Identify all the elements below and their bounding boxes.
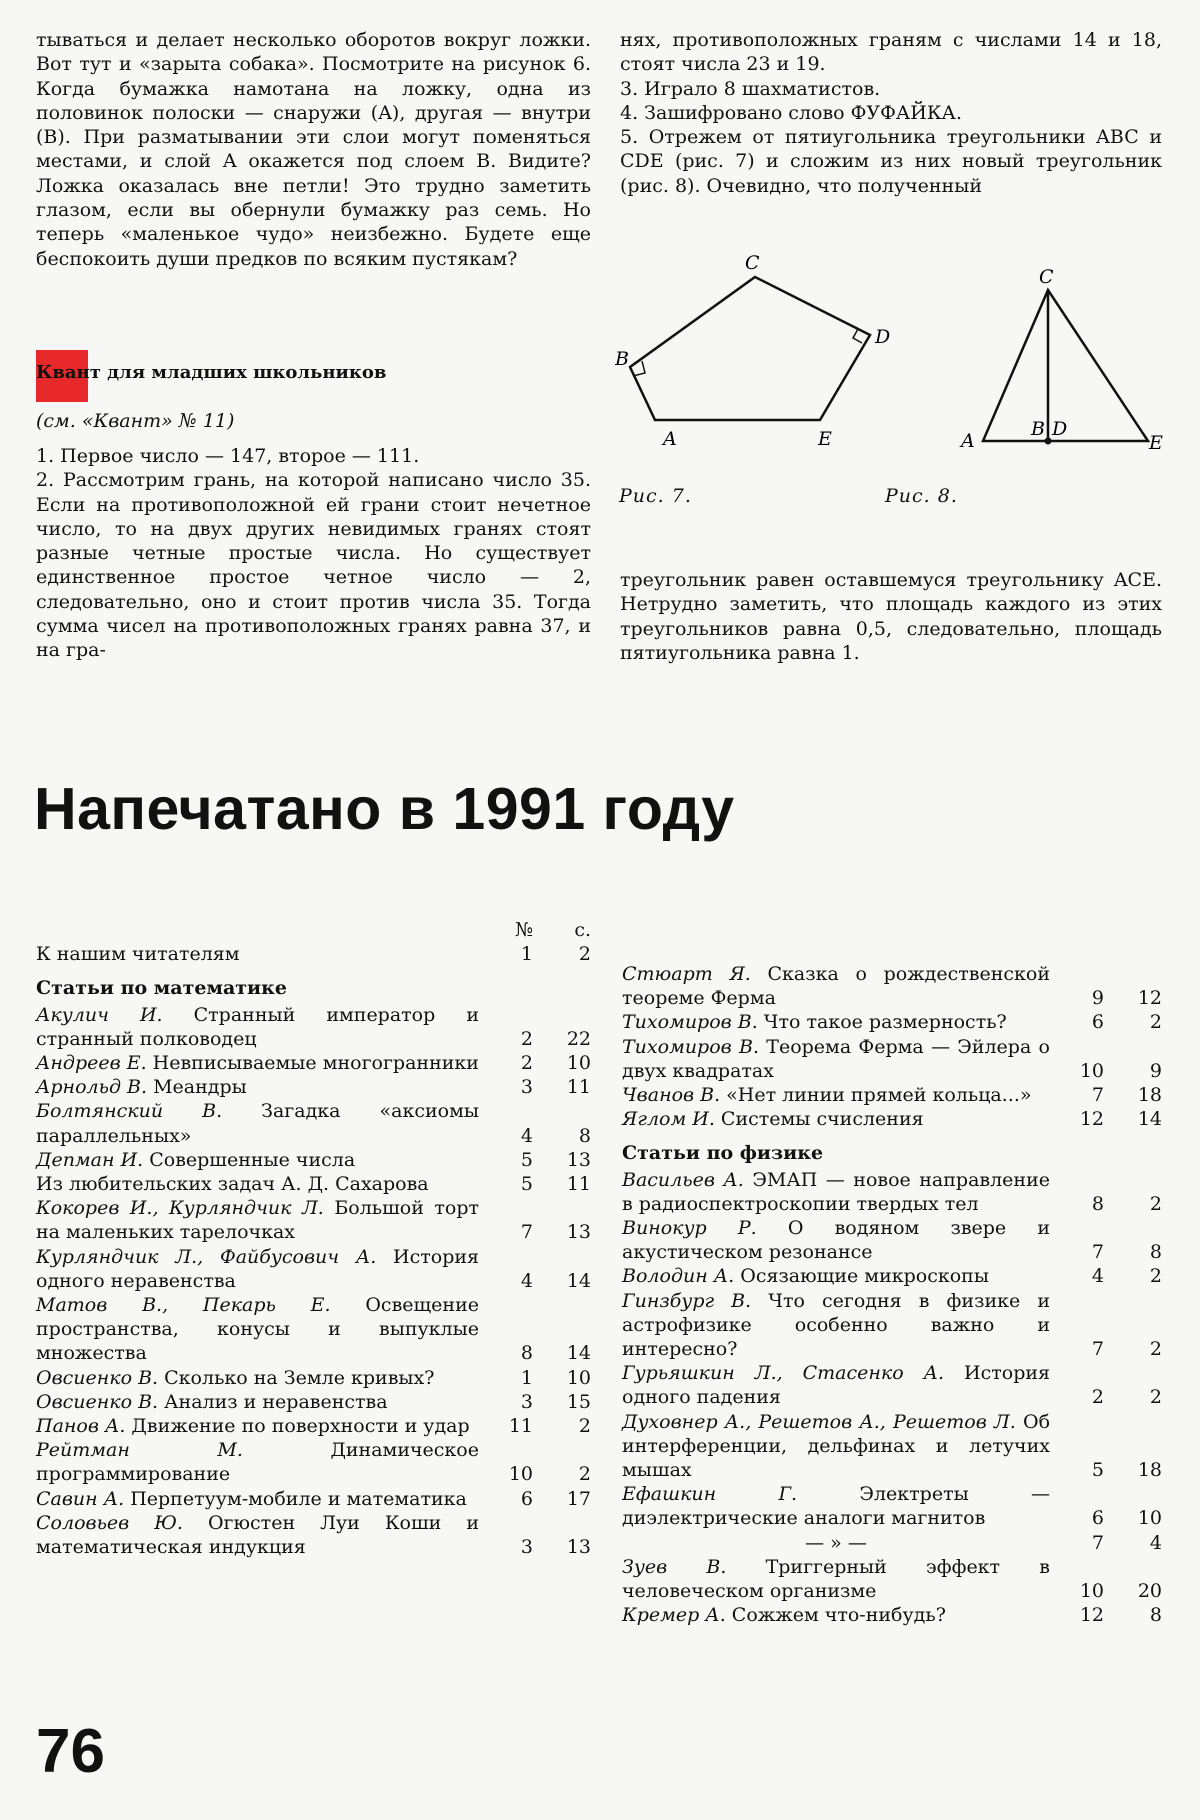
figures-area xyxy=(615,245,1175,525)
toc-entry-issue: 1 xyxy=(520,1366,533,1389)
toc-entry-issue: 10 xyxy=(1079,1580,1104,1603)
toc-entry-author: Стюарт Я. xyxy=(622,963,751,985)
toc-entry-title: Динамическое программирование xyxy=(36,1439,479,1486)
section-title: Квант для младших школьников xyxy=(36,362,387,383)
toc-entry-title: Меандры xyxy=(147,1076,247,1099)
toc-entry-page: 18 xyxy=(1137,1459,1162,1482)
toc-entry-page: 15 xyxy=(566,1390,591,1413)
toc-header-num: № xyxy=(515,919,533,941)
toc-entry-title: — » — xyxy=(805,1531,867,1554)
toc-entry-title: Системы счисления xyxy=(714,1108,924,1131)
toc-entry-author: Тихомиров В. xyxy=(622,1035,759,1058)
toc-entry-issue: 10 xyxy=(1079,1059,1104,1082)
toc-entry-issue: 5 xyxy=(520,1173,533,1196)
toc-entry-author: Духовнер А., Решетов А., Решетов Л. xyxy=(622,1410,1016,1433)
toc-entry-issue: 4 xyxy=(520,1124,533,1147)
toc-entry-title: Огюстен Луи Коши и математическая индукция xyxy=(36,1511,479,1559)
toc-entry xyxy=(36,1511,591,1559)
toc-entry-issue: 12 xyxy=(1079,1108,1104,1131)
toc-entry-issue: 2 xyxy=(520,1052,533,1075)
toc-entry-title: К нашим читателям xyxy=(36,943,240,966)
toc-entry-title: Из любительских задач А. Д. Сахарова xyxy=(36,1173,429,1196)
toc-entry-issue: 2 xyxy=(1091,1386,1104,1409)
toc-entry-page: 8 xyxy=(578,1124,591,1147)
toc-header-page: с. xyxy=(574,919,591,941)
toc-entry-issue: 6 xyxy=(1091,1507,1104,1530)
fig8-caption: Рис. 8. xyxy=(885,485,958,507)
toc-entry-title: Загадка «аксиомы параллельных» xyxy=(36,1100,479,1147)
toc-entry-issue: 7 xyxy=(1091,1241,1104,1264)
toc-entry-title: О водяном звере и акустическом резонансе xyxy=(622,1217,1051,1264)
answer-4: 4. Зашифровано слово ФУФАЙКА. xyxy=(620,101,962,124)
toc-entry-title: Невписываемые многогранники xyxy=(146,1052,479,1075)
fig8-label-d: D xyxy=(1052,418,1068,440)
toc-entry-author: Овсиенко В. xyxy=(36,1366,159,1389)
toc-entry xyxy=(622,1168,1162,1216)
toc-entry-issue: 8 xyxy=(1091,1192,1104,1215)
toc-entry-title: Большой торт на маленьких тарелочках xyxy=(36,1197,479,1244)
toc-entry-author: Винокур Р. xyxy=(622,1217,757,1240)
toc-entry-issue: 9 xyxy=(1091,987,1104,1010)
answer-5-continued: треугольник равен оставшемуся треугольнику ACE. Нетрудно заметить, что площадь каждого из этих треугольников равна 0,5, следовательно, площадь пятиугольника равна 1. xyxy=(620,569,1162,664)
toc-entry-title: История одного падения xyxy=(622,1362,1051,1409)
top-left-text: тываться и делает несколько оборотов вокруг ложки. Вот тут и «зарыта собака». Посмотрите на рисунок 6. Когда бумажка намотана на ложку, одна из половинок полоски — снаружи (A), другая — внутри (B). При разматывании эти слои могут поменяться местами, и слой A окажется под слоем B. Видите? Ложка оказалась вне петли! Это трудно заметить глазом, если вы обернули бумажку раз семь. Но теперь «маленькое чудо» неизбежно. Будете еще беспокоить души предков по всяким пустякам? xyxy=(36,29,591,270)
top-left-paragraph xyxy=(36,28,591,271)
answer-5: 5. Отрежем от пятиугольника треугольники ABC и CDE (рис. 7) и сложим из них новый треугольник (рис. 8). Очевидно, что полученный xyxy=(620,126,1162,197)
toc-entry-page: 14 xyxy=(566,1269,591,1292)
toc-entry-author: Ефашкин Г. xyxy=(622,1483,798,1506)
toc-entry-page: 11 xyxy=(566,1173,591,1196)
toc-entry xyxy=(36,1438,591,1486)
toc-entry-issue: 6 xyxy=(520,1487,533,1510)
fig7-label-d: D xyxy=(875,326,891,348)
toc-entry-page: 22 xyxy=(566,1027,591,1050)
toc-entry-title: Странный император и странный полководец xyxy=(36,1003,480,1050)
toc-entry xyxy=(36,1003,591,1051)
toc-entry-page: 10 xyxy=(1137,1507,1162,1530)
toc-entry-page: 17 xyxy=(566,1487,591,1510)
toc-entry-issue: 3 xyxy=(520,1536,533,1559)
toc-entry-page: 2 xyxy=(1149,1265,1162,1288)
toc-entry xyxy=(36,1051,591,1075)
toc-entry-author: Матов В., Пекарь Е. xyxy=(36,1294,331,1317)
toc-section-heading: Статьи по физике xyxy=(622,1142,824,1165)
toc-entry-page: 14 xyxy=(1137,1108,1162,1131)
toc-entry xyxy=(36,1487,591,1511)
toc-entry-author: Чванов В. xyxy=(622,1084,721,1107)
toc-entry-title: ЭМАП — новое направление в радиоспектроскопии твердых тел xyxy=(622,1168,1050,1215)
toc-entry-issue: 5 xyxy=(1091,1459,1104,1482)
toc-entry xyxy=(622,1603,1162,1627)
toc-entry-issue: 7 xyxy=(1091,1084,1104,1107)
toc-entry-author: Панов А. xyxy=(36,1415,126,1438)
toc-entry-page: 11 xyxy=(566,1076,591,1099)
toc-entry-title: Осязающие микроскопы xyxy=(734,1265,989,1288)
toc-entry-issue: 12 xyxy=(1079,1604,1104,1627)
toc-entry-page: 18 xyxy=(1137,1084,1162,1107)
answer-2-continued: нях, противоположных граням с числами 14 и 18, стоят числа 23 и 19. xyxy=(620,29,1162,76)
fig8-label-c: C xyxy=(1039,266,1054,288)
toc-section-heading: Статьи по математике xyxy=(36,977,287,1000)
page-number: 76 xyxy=(36,1717,105,1786)
toc-entry xyxy=(622,1410,1162,1483)
toc-entry-author: Рейтман М. xyxy=(36,1439,243,1462)
toc-entry-author: Кокорев И., Курляндчик Л. xyxy=(36,1197,324,1220)
toc-entry xyxy=(622,1107,1162,1131)
toc-entry-issue: 4 xyxy=(520,1269,533,1292)
toc-entry-author: Соловьев Ю. xyxy=(36,1511,183,1534)
toc-entry-issue: 7 xyxy=(1091,1338,1104,1361)
toc-entry-page: 2 xyxy=(1149,1386,1162,1409)
toc-entry-author: Депман И. xyxy=(36,1148,144,1171)
toc-entry-author: Тихомиров В. xyxy=(622,1011,758,1034)
toc-entry-page: 13 xyxy=(566,1536,591,1559)
fig7-label-c: C xyxy=(745,252,760,274)
toc-entry-page: 10 xyxy=(566,1052,591,1075)
toc-entry xyxy=(622,1216,1162,1264)
toc-entry xyxy=(36,1172,591,1196)
toc-right-list xyxy=(622,962,1162,1627)
toc-entry-page: 2 xyxy=(1149,1338,1162,1361)
toc-entry-page: 2 xyxy=(1149,1192,1162,1215)
toc-entry-title: «Нет линии прямей кольца...» xyxy=(720,1084,1032,1107)
geometry-figures xyxy=(615,245,1175,525)
toc-entry xyxy=(36,1414,591,1438)
answers-left-column xyxy=(36,444,591,663)
toc-entry xyxy=(622,1289,1162,1362)
toc-entry-author: Овсиенко В. xyxy=(36,1390,159,1413)
fig7-label-e: E xyxy=(818,428,832,450)
section-reference: (см. «Квант» № 11) xyxy=(36,410,235,432)
toc-entry-title: Анализ и неравенства xyxy=(158,1390,388,1413)
toc-entry-page: 8 xyxy=(1149,1241,1162,1264)
toc-entry xyxy=(36,1293,591,1366)
toc-entry-page: 9 xyxy=(1149,1059,1162,1082)
toc-entry-author: Акулич И. xyxy=(36,1003,163,1026)
toc-entry-issue: 7 xyxy=(1091,1531,1104,1554)
toc-entry-issue: 8 xyxy=(520,1342,533,1365)
toc-entry-title: Освещение пространства, конусы и выпуклые множества xyxy=(36,1294,479,1365)
toc-entry xyxy=(622,1010,1162,1034)
toc-entry-page: 2 xyxy=(1149,1011,1162,1034)
toc-entry-title: Совершенные числа xyxy=(143,1148,356,1171)
toc-entry-title: Сожжем что-нибудь? xyxy=(725,1604,946,1627)
toc-entry-issue: 5 xyxy=(520,1148,533,1171)
toc-entry-author: Гурьяшкин Л., Стасенко А. xyxy=(622,1362,945,1385)
toc-right-column xyxy=(622,962,1162,1627)
toc-entry-issue: 11 xyxy=(508,1415,533,1438)
toc-entry-page: 8 xyxy=(1149,1604,1162,1627)
toc-entry xyxy=(622,1035,1162,1083)
toc-entry xyxy=(36,1075,591,1099)
toc-entry-title: Что сегодня в физике и астрофизике особенно важно и интересно? xyxy=(622,1289,1050,1361)
toc-entry-author: Андреев Е. xyxy=(36,1052,147,1075)
toc-entry-title: Сколько на Земле кривых? xyxy=(158,1366,435,1389)
fig8-label-a: A xyxy=(961,430,975,452)
toc-entry xyxy=(36,942,591,966)
toc-entry xyxy=(622,1264,1162,1288)
answers-right-column xyxy=(620,28,1162,198)
fig7-label-b: B xyxy=(615,348,629,370)
toc-entry-title: История одного неравенства xyxy=(36,1245,480,1292)
toc-column-header xyxy=(36,918,591,942)
fig8-label-e: E xyxy=(1149,432,1163,454)
toc-entry-author: Болтянский В. xyxy=(36,1100,223,1123)
toc-entry xyxy=(622,1531,1162,1555)
toc-entry xyxy=(36,1148,591,1172)
toc-left-column xyxy=(36,918,591,1559)
fig7-label-a: A xyxy=(663,428,677,450)
toc-entry-author: Зуев В. xyxy=(622,1555,727,1578)
pentagon-figure xyxy=(630,277,870,420)
toc-entry-author: Васильев А. xyxy=(622,1168,744,1191)
point-bd xyxy=(1045,438,1052,445)
toc-entry-issue: 7 xyxy=(520,1221,533,1244)
toc-entry-page: 14 xyxy=(566,1342,591,1365)
toc-entry-title: Триггерный эффект в человеческом организме xyxy=(622,1555,1050,1603)
answer-3: 3. Играло 8 шахматистов. xyxy=(620,77,881,100)
toc-entry-issue: 6 xyxy=(1091,1011,1104,1034)
toc-entry-issue: 1 xyxy=(520,943,533,966)
toc-entry xyxy=(36,1390,591,1414)
toc-entry-title: Об интерференции, дельфинах и летучих мышах xyxy=(622,1410,1051,1482)
toc-left-list xyxy=(36,942,591,1559)
toc-entry-issue: 10 xyxy=(508,1463,533,1486)
answer-1: 1. Первое число — 147, второе — 111. xyxy=(36,445,420,467)
toc-entry xyxy=(622,1555,1162,1603)
fig8-label-b: B xyxy=(1031,418,1045,440)
toc-entry-issue: 3 xyxy=(520,1076,533,1099)
toc-entry-page: 20 xyxy=(1137,1580,1162,1603)
toc-entry xyxy=(36,1245,591,1293)
toc-entry xyxy=(36,1099,591,1147)
toc-entry-title: Теорема Ферма — Эйлера о двух квадратах xyxy=(622,1035,1050,1082)
toc-entry-author: Володин А. xyxy=(622,1265,735,1288)
toc-entry-page: 4 xyxy=(1149,1531,1162,1554)
toc-entry-title: Перпетуум-мобиле и математика xyxy=(124,1487,467,1510)
toc-entry-page: 12 xyxy=(1137,987,1162,1010)
toc-entry-page: 13 xyxy=(566,1221,591,1244)
toc-entry-author: Курляндчик Л., Файбусович А. xyxy=(36,1245,377,1268)
toc-entry xyxy=(622,962,1162,1010)
toc-entry-author: Яглом И. xyxy=(622,1108,715,1131)
toc-entry-author: Арнольд В. xyxy=(36,1076,148,1099)
toc-entry xyxy=(36,1196,591,1244)
toc-entry-page: 10 xyxy=(566,1366,591,1389)
toc-entry xyxy=(622,1361,1162,1409)
toc-entry-issue: 3 xyxy=(520,1390,533,1413)
toc-entry xyxy=(36,1366,591,1390)
toc-entry-title: Движение по поверхности и удар xyxy=(125,1415,470,1438)
toc-entry-title: Что такое размерность? xyxy=(757,1011,1007,1034)
toc-entry-issue: 2 xyxy=(520,1027,533,1050)
toc-entry-page: 2 xyxy=(578,1463,591,1486)
toc-entry-title: Сказка о рождественской теореме Ферма xyxy=(622,963,1050,1010)
toc-entry-page: 2 xyxy=(578,1415,591,1438)
toc-entry-title: Электреты — диэлектрические аналоги магнитов xyxy=(622,1483,1051,1530)
toc-entry-issue: 4 xyxy=(1091,1265,1104,1288)
toc-entry-author: Кремер А. xyxy=(622,1604,726,1627)
toc-entry xyxy=(622,1083,1162,1107)
fig7-caption: Рис. 7. xyxy=(619,485,692,507)
toc-entry-author: Савин А. xyxy=(36,1487,125,1510)
toc-entry-page: 13 xyxy=(566,1148,591,1171)
page-title: Напечатано в 1991 году xyxy=(34,776,735,842)
toc-entry-page: 2 xyxy=(578,943,591,966)
toc-entry-author: Гинзбург В. xyxy=(622,1289,752,1312)
toc-entry xyxy=(622,1482,1162,1530)
answer-2: 2. Рассмотрим грань, на которой написано число 35. Если на противоположной ей грани стоит нечетное число, то на двух других невидимых гранях стоят разные четные простые числа. Но существует единственное простое четное число — 2, следовательно, оно и стоит против числа 35. Тогда сумма чисел на противоположных гранях равна 37, и на гра- xyxy=(36,469,591,662)
